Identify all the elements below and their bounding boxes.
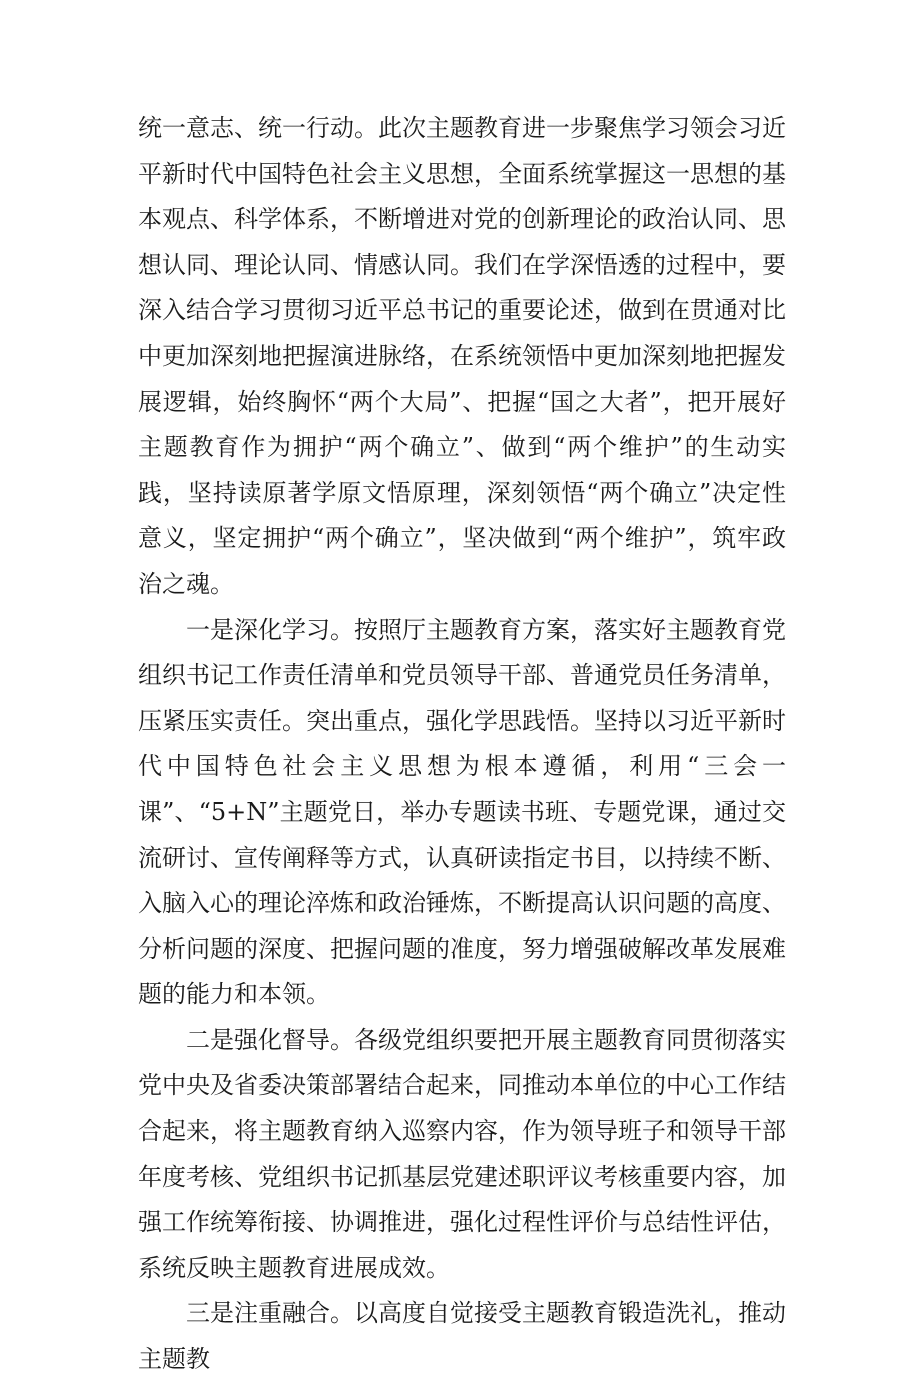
paragraph-strengthen-supervision: 二是强化督导。各级党组织要把开展主题教育同贯彻落实党中央及省委决策部署结合起来，同推动本单位的中心工作结合起来，将主题教育纳入巡察内容，作为领导班子和领导干部年度考核、党组织书记抓基层党建述职评议考核重要内容，加强工作统筹衔接、协调推进，强化过程性评价与总结性评估，系统反映主题教育进展成效。 <box>138 1025 786 1282</box>
paragraph-continuation: 统一意志、统一行动。此次主题教育进一步聚焦学习领会习近平新时代中国特色社会主义思想，全面系统掌握这一思想的基本观点、科学体系，不断增进对党的创新理论的政治认同、思想认同、理论认同、情感认同。我们在学深悟透的过程中，要深入结合学习贯彻习近平总书记的重要论述，做到在贯通对比中更加深刻地把握演进脉络，在系统领悟中更加深刻地把握发展逻辑，始终胸怀“两个大局”、把握“国之大者”，把开展好主题教育作为拥护“两个确立”、做到“两个维护”的生动实践，坚持读原著学原文悟原理，深刻领悟“两个确立”决定性意义，坚定拥护“两个确立”，坚决做到“两个维护”，筑牢政治之魂。 <box>138 114 786 598</box>
paragraph-focus-integration: 三是注重融合。以高度自觉接受主题教育锻造洗礼，推动主题教 <box>138 1299 786 1374</box>
document-body <box>138 106 786 1383</box>
paragraph-deepen-study: 一是深化学习。按照厅主题教育方案，落实好主题教育党组织书记工作责任清单和党员领导干部、普通党员任务清单，压紧压实责任。突出重点，强化学思践悟。坚持以习近平新时代中国特色社会主义思想为根本遵循，利用“三会一课”、“5+N”主题党日，举办专题读书班、专题党课，通过交流研讨、宣传阐释等方式，认真研读指定书目，以持续不断、入脑入心的理论淬炼和政治锤炼，不断提高认识问题的高度、分析问题的深度、把握问题的准度，努力增强破解改革发展难题的能力和本领。 <box>138 615 786 1009</box>
